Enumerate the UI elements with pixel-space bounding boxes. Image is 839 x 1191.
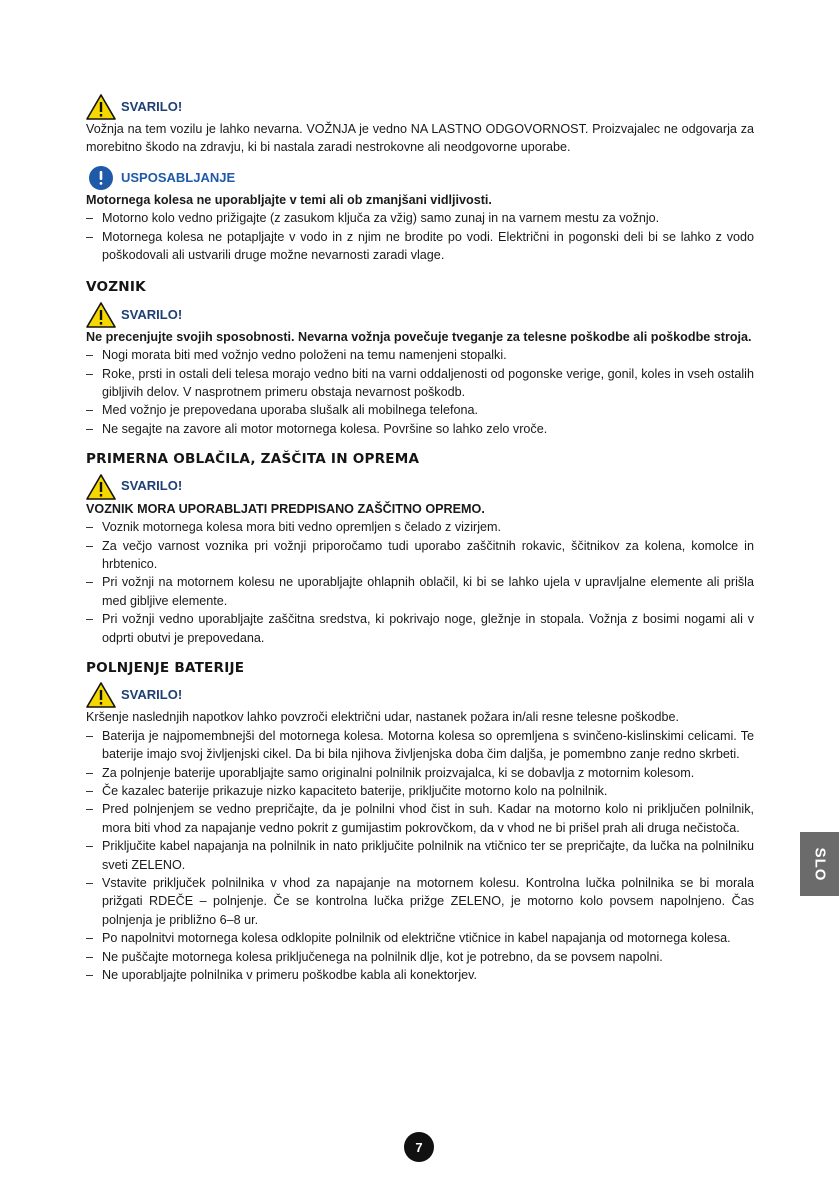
list-item: – Za polnjenje baterije uporabljajte samo originalni polnilnik proizvajalca, ki se dobavlja z motornim kolesom. — [86, 764, 754, 782]
info-exclamation-icon — [86, 165, 116, 191]
section-heading-battery: POLNJENJE BATERIJE — [86, 659, 245, 676]
warning-label: SVARILO! — [121, 98, 183, 114]
list-item: – Če kazalec baterije prikazuje nizko kapaciteto baterije, priključite motorno kolo na polnilnik. — [86, 782, 754, 800]
list-item: – Voznik motornega kolesa mora biti vedno opremljen s čelado z vizirjem. — [86, 518, 754, 536]
training-header — [86, 165, 754, 191]
driver-list — [86, 346, 754, 438]
warning-header — [86, 474, 754, 500]
battery-list — [86, 727, 754, 985]
list-item: – Roke, prsti in ostali deli telesa morajo vedno biti na varni oddaljenosti od pogonske verige, gonil, koles in vseh ostalih gibljivih delov. V nasprotnem primeru obstaja nevarnost poškodb. — [86, 365, 754, 402]
warning-triangle-icon — [86, 302, 116, 328]
clothing-list — [86, 518, 754, 647]
clothing-bold: VOZNIK MORA UPORABLJATI PREDPISANO ZAŠČITNO OPREMO. — [86, 501, 485, 516]
list-item: – Motorno kolo vedno prižigajte (z zasukom ključa za vžig) samo zunaj in na varnem mestu za vožnjo. — [86, 209, 754, 227]
warning-triangle-icon — [86, 474, 116, 500]
list-item: – Pri vožnji na motornem kolesu ne uporabljajte ohlapnih oblačil, ki bi se lahko ujela v upravljalne elemente ali prišla med gibljive elemente. — [86, 573, 754, 610]
training-bold: Motornega kolesa ne uporabljajte v temi ali ob zmanjšani vidljivosti. — [86, 192, 492, 207]
list-item: – Priključite kabel napajanja na polnilnik in nato priključite polnilnik na vtičnico ter se prepričajte, da lučka na polnilniku sveti ZELENO. — [86, 837, 754, 874]
warning-text: Vožnja na tem vozilu je lahko nevarna. VOŽNJA je vedno NA LASTNO ODGOVORNOST. Proizvajalec ne odgovarja za morebitno škodo na zdravju, ki bi nastala zaradi nestrokovne ali neodgovorne uporabe. — [86, 122, 754, 155]
section-heading-clothing: PRIMERNA OBLAČILA, ZAŠČITA IN OPREMA — [86, 451, 420, 468]
warning-label: SVARILO! — [121, 306, 183, 322]
training-list — [86, 209, 754, 264]
driver-bold: Ne precenjujte svojih sposobnosti. Nevarna vožnja povečuje tveganje za telesne poškodbe ali poškodbe stroja. — [86, 329, 752, 344]
language-tab — [800, 832, 839, 896]
warning-header — [86, 94, 754, 120]
warning-header — [86, 302, 754, 328]
language-tab-label: SLO — [811, 847, 828, 881]
warning-label: SVARILO! — [121, 687, 183, 703]
page-number: 7 — [404, 1132, 434, 1162]
warning-triangle-icon — [86, 94, 116, 120]
list-item: – Pred polnjenjem se vedno prepričajte, da je polnilni vhod čist in suh. Kadar na motorno kolo ni priključen polnilnik, mora biti vhod za napajanje vedno pokrit z gumijastim pokrovčkom, da v vhod ne bi prišel prah ali druga nečistoča. — [86, 800, 754, 837]
list-item: – Nogi morata biti med vožnjo vedno položeni na temu namenjeni stopalki. — [86, 346, 754, 364]
list-item: – Med vožnjo je prepovedana uporaba slušalk ali mobilnega telefona. — [86, 401, 754, 419]
list-item: – Za večjo varnost voznika pri vožnji priporočamo tudi uporabo zaščitnih rokavic, ščitnikov za kolena, komolce in hrbtenico. — [86, 537, 754, 574]
warning-header — [86, 682, 754, 708]
list-item: – Motornega kolesa ne potapljajte v vodo in z njim ne brodite po vodi. Električni in pogonski deli bi se lahko z vodo poškodovali ali ustvarili druge možne nevarnosti zaradi vlage. — [86, 228, 754, 265]
battery-intro: Kršenje naslednjih napotkov lahko povzroči električni udar, nastanek požara in/ali resne telesne poškodbe. — [86, 710, 679, 725]
page-content — [86, 94, 754, 984]
list-item: – Ne uporabljajte polnilnika v primeru poškodbe kabla ali konektorjev. — [86, 966, 754, 984]
list-item: – Po napolnitvi motornega kolesa odklopite polnilnik od električne vtičnice in kabel napajanja od motornega kolesa. — [86, 929, 754, 947]
list-item: – Ne puščajte motornega kolesa priključenega na polnilnik dlje, kot je potrebno, da se povsem napolni. — [86, 948, 754, 966]
warning-triangle-icon — [86, 682, 116, 708]
section-heading-driver: VOZNIK — [86, 279, 146, 296]
list-item: – Ne segajte na zavore ali motor motornega kolesa. Površine so lahko zelo vroče. — [86, 420, 754, 438]
training-label: USPOSABLJANJE — [121, 169, 236, 185]
warning-label: SVARILO! — [121, 478, 183, 494]
list-item: – Vstavite priključek polnilnika v vhod za napajanje na motornem kolesu. Kontrolna lučka polnilnika se bi morala prižgati RDEČE – polnjenje. Če se kontrolna lučka prižge ZELENO, je motorno kolo povsem napolnjeno. Čas polnjenja je približno 6–8 ur. — [86, 874, 754, 929]
list-item: – Pri vožnji vedno uporabljajte zaščitna sredstva, ki pokrivajo noge, gležnje in stopala. Vožnja z bosimi nogami ali v odprti obutvi je prepovedana. — [86, 610, 754, 647]
list-item: – Baterija je najpomembnejši del motornega kolesa. Motorna kolesa so opremljena s svinčeno-kislinskimi celicami. Te baterije imajo svoj življenjski cikel. Da bi bila njihova življenjska doba čim daljša, je pomembno zanje redno skrbeti. — [86, 727, 754, 764]
